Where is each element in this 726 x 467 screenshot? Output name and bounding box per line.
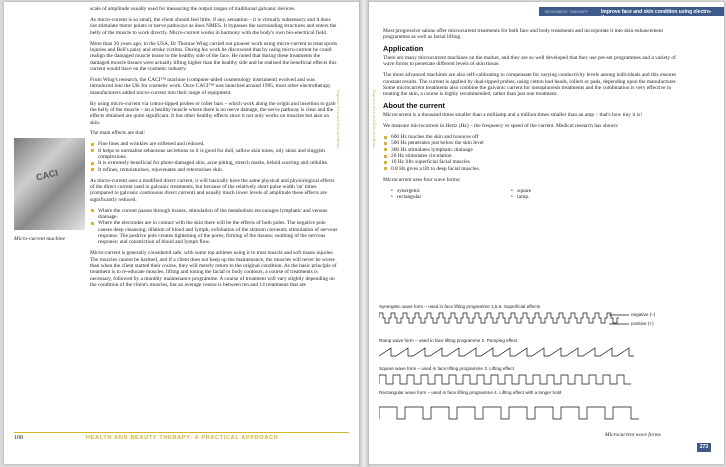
paragraph: As micro-current is so small, the client should feel little, if any, sensation – it is virtually subsensory and it does not stimulate motor points or nerve pathways as does NMES. It bypasses the surrounding structures and enters the belly of the muscle to work directly. Micro-current works in harmony with the body's own bio-electrical field. — [90, 16, 337, 36]
square-wave — [379, 375, 631, 384]
wave-forms-svg — [379, 304, 684, 424]
list-item: It helps to normalise sebaceous secretions so it is good for dull, sallow skin tones, oily skins and sluggish complexions. — [90, 148, 338, 161]
wave-title: Rectangular wave form – used in face lifting programme 4. Lifting effect with a longer hold — [379, 390, 562, 395]
paragraph: By using micro-current via cotton-tipped probes or roller bars – which work along the origin and insertion to grab the belly of the muscle – on a healthy muscle where there is no nerve damage, the nerve pathway is clear and the effects obtained are quite significant. It has other healthy effects since it not only works on muscles but also on skin. — [90, 100, 336, 126]
list-item: • ramp. — [511, 194, 631, 200]
paragraph: We measure microcurrent in Hertz (Hz) – the frequency or speed of the current. Medical research has shown: — [383, 122, 619, 129]
paragraph: As micro-current uses a modified direct current, it will basically have the same physical and physiological effects of the direct current used in galvanic treatments, but because of the relatively short pulse width 'on' times (compared to galvanic continuous direct current) and usually much lower levels of amplitude these effects are significantly reduced. — [90, 177, 335, 203]
list-item: Where the electrodes are in contact with the skin there will be the effects of both poles. The negative pole causes deep cleansing; dilation of blood and lymph; exfoliation of the stratum corneum; stimulation of nervous response. The positive pole creates tightening of the pores; firming of the tissues; soothing of the nervous response; and constriction of blood and lymph flow. — [90, 220, 338, 245]
ramp-wave — [379, 348, 634, 356]
header-title: Improve face and skin condition using electro-therapy — [601, 8, 712, 21]
paragraph: Microcurrent is a thousand times smaller than a milliamp and a million times smaller than an amp – that's how tiny it is! — [383, 112, 643, 119]
figure-caption: Microcurrent wave forms — [605, 432, 661, 438]
list-item: Fine lines and wrinkles are softened and reduced. — [90, 141, 338, 147]
paragraph: Most progressive salons offer microcurrent treatments for both face and body treatments and incorporate it into skin enhancement programmes as well as facial lifting. — [383, 28, 663, 41]
paragraph: The main effects are that: — [90, 130, 145, 137]
list-item: It refines, remoisturises, rejuvenates and retexturises skin. — [90, 167, 338, 173]
paragraph: From Wing's research, the CACI™ machine (computer-aided cosmetology instrument) evolved and was introduced into the UK for cosmetic work. Once CACI™ was launched around 1995, most other electrotherapy manufacturers added micro-current into their range of equipment. — [90, 76, 331, 96]
effects-list — [90, 141, 338, 173]
list-item: 500 Hz penetrates just below the skin level — [383, 140, 681, 146]
list-item: 0.8 Hz gives a lift to deep facial muscles. — [383, 166, 681, 172]
list-item: It is extremely beneficial for photo-damaged skin, acne pitting, stretch marks, keloid scarring and cellulite. — [90, 160, 338, 166]
wave-forms-figure — [379, 304, 684, 424]
paragraph: There are many microcurrent machines on the market, and they are so well developed that they use pre-set programmes and a variety of wave forms to penetrate different levels of skin tissue. — [383, 55, 676, 68]
galvanic-effects-list — [90, 208, 338, 246]
list-item: • synergenic — [391, 188, 511, 194]
paragraph: scale of amplitude usually used for measuring the output ranges of traditional galvanic devices. — [90, 6, 296, 12]
rectangular-wave — [379, 407, 639, 419]
left-text-column — [90, 6, 338, 293]
list-item: 20 Hz stimulates circulation — [383, 153, 681, 159]
section-heading: Application — [383, 43, 424, 53]
header-section: MOVEMENT THERAPY — [545, 9, 588, 14]
paragraph: Microcurrent uses four wave forms: — [383, 176, 461, 183]
positive-label: positive (+) — [631, 321, 654, 326]
paragraph: Micro-current is generally considered safe, with some top athletes using it to treat muscle and soft tissue injuries. The muscles cannot be harmed, and if a client does not keep up the maintenance, the muscles will never be worse than when the client started their course, they will merely return to the original condition. As the basic principle of treatment is to re-educate muscles, lifting and toning the facial or body contours, a course of treatments is necessary, followed by a monthly maintenance programme. A course of treatment will vary slightly depending on the condition of the client's muscles, but an average course is between ten and 14 treatments that are — [90, 250, 337, 289]
wave-title: Ramp wave form – used in face lifting programme 2. Pumping effect — [379, 338, 518, 343]
synergetic-wave — [379, 313, 619, 323]
negative-label: negative (–) — [631, 312, 656, 317]
chapter-header-bar — [539, 7, 724, 21]
section-heading: About the current — [383, 100, 445, 110]
machine-logo-text: CACI — [35, 167, 59, 183]
page-number: 273 — [697, 443, 711, 452]
frequency-list — [383, 134, 681, 172]
left-page-footer — [14, 432, 349, 442]
list-item: 10 Hz lifts superficial facial muscles — [383, 159, 681, 165]
left-page — [4, 2, 359, 464]
running-title: HEALTH AND BEAUTY THERAPY: A PRACTICAL APPROACH — [86, 435, 279, 441]
right-text-column — [383, 28, 681, 200]
micro-current-machine-photo — [14, 138, 85, 230]
wave-title: Square wave form – used in face lifting programme 3. Lifting effect — [379, 366, 514, 371]
paragraph: More than 20 years ago, in the USA, Dr Thomas Wing carried out pioneer work using micro-current to treat sports injuries and Bell's palsy and stroke victims. During his work he discovered that by using micro-current he could realign the damaged muscle tissue to the healthy side of the face. He noted that during these treatments the damaged muscle tissues were actually lifting higher than the healthy side and he realised the beneficial effects this current would have on the cosmetic industry. — [90, 40, 338, 72]
list-item: Where the current passes through tissues, stimulation of the metabolism encourages lymphatic and venous drainage. — [90, 208, 338, 221]
list-item: • square — [511, 188, 631, 194]
paragraph: The more advanced machines are also self-calibrating to compensate for varying conductivity levels among individuals and this ensures constant results. The current is applied by dual-tipped probes, using cotton bud heads, rollers or pads, depending upon the manufacturer. Some microcurrent treatments also combine the galvanic current for iontophoresis treatments and the combination is very effective in treating the skin, a course is highly recommended, rather than just one treatment. — [383, 72, 677, 98]
photo-caption: Micro-current machine — [14, 236, 66, 242]
list-item: • rectangular — [391, 194, 511, 200]
list-item: 300 Hz stimulates lymphatic drainage — [383, 147, 681, 153]
right-page — [369, 2, 724, 464]
wave-title: Synergetic wave form – used in face lifting programme 1,5,6. Superficial effects — [379, 304, 541, 309]
side-thumb-text: Improve face and skin condition — [336, 90, 341, 149]
wave-forms-list — [383, 188, 681, 201]
page-number: 108 — [14, 435, 23, 441]
side-thumb-text: Improve face and skin condition — [372, 90, 377, 149]
list-item: 600 Hz touches the skin and bounces off — [383, 134, 681, 140]
